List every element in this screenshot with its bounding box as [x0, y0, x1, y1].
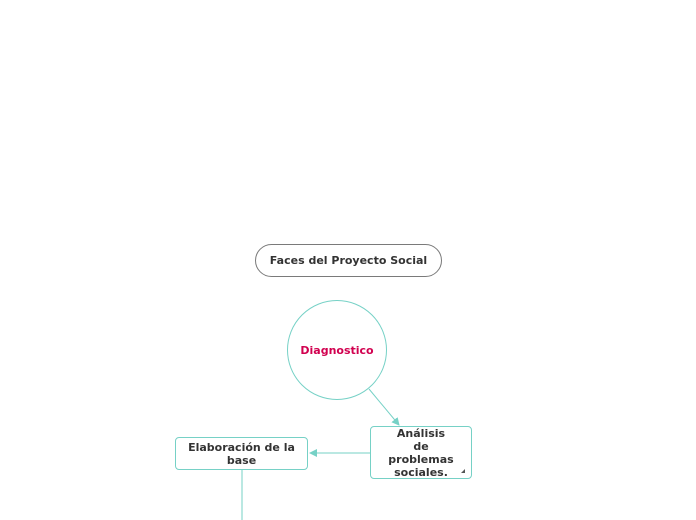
- analisis-label: Análisis de problemas sociales.: [388, 426, 454, 479]
- analisis-node[interactable]: [370, 426, 472, 479]
- collapse-triangle-icon[interactable]: [461, 469, 465, 473]
- root-topic-node[interactable]: [255, 244, 442, 277]
- elaboracion-label: Elaboración de la base: [188, 440, 295, 467]
- diagnostico-node[interactable]: [287, 300, 387, 400]
- diagnostico-to-analisis-connector: [369, 389, 399, 425]
- root-topic-label: Faces del Proyecto Social: [269, 254, 428, 267]
- diagnostico-label: Diagnostico: [300, 343, 374, 357]
- elaboracion-node[interactable]: [175, 437, 308, 470]
